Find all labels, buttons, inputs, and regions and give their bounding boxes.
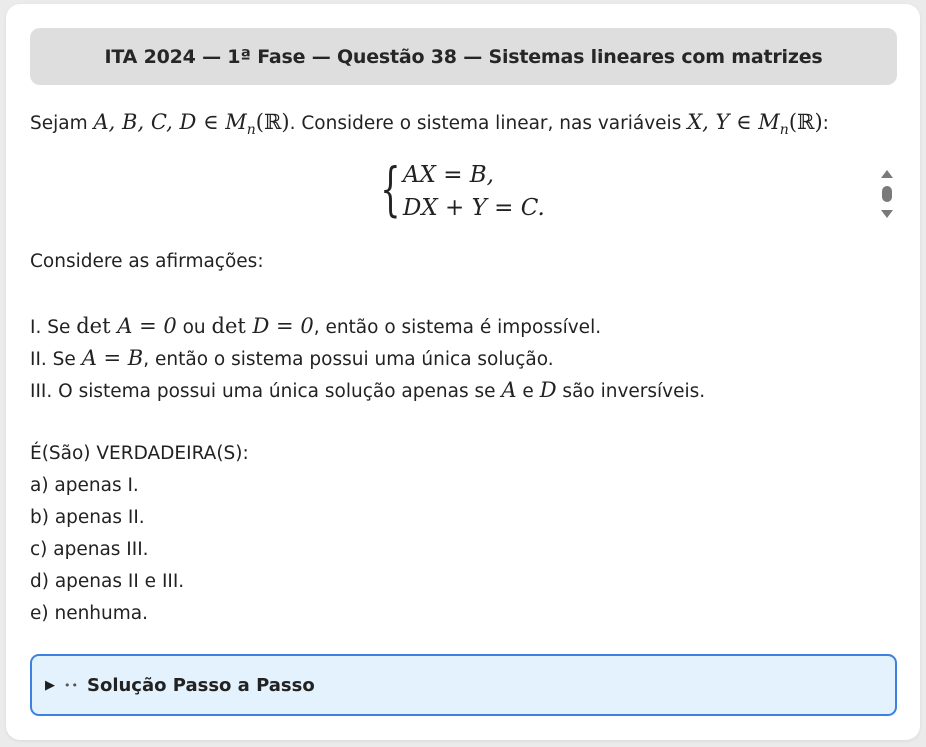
intro-math-1-main: A, B, C, D ∈ M [93,110,247,134]
scroll-down-icon[interactable] [881,210,893,218]
system-equation-2: DX + Y = C. [402,195,545,221]
statement-1-math-1: A = 0 [117,314,177,338]
statement-2 [30,346,554,372]
consider-text: Considere as afirmações: [30,251,264,272]
disclosure-triangle-icon[interactable]: ▶ [45,677,55,693]
question-card [6,4,920,740]
option-d: d) apenas II e III. [30,571,185,592]
intro-paragraph [30,110,829,142]
statement-1-text-2: ou [176,317,212,338]
scroll-thumb[interactable] [882,186,892,202]
scroll-control-graphic[interactable] [879,168,895,220]
statement-3-text-2: e [516,381,540,402]
statement-1-text-3: , então o sistema é impossível. [313,317,602,338]
intro-math-1-set: (ℝ) [255,110,290,134]
intro-math-2-set: (ℝ) [788,110,823,134]
intro-math-2 [687,110,823,139]
intro-math-2-sub: n [779,122,789,139]
system-equation-1: AX = B, [402,162,494,188]
option-b: b) apenas II. [30,507,145,528]
statement-3 [30,378,705,404]
statement-2-text-1: II. Se [30,349,82,370]
statement-1-det-1: det [76,314,118,338]
statement-1-math-2: D = 0 [252,314,314,338]
scroll-control[interactable] [879,168,895,220]
page-title: ITA 2024 — 1ª Fase — Questão 38 — Sistemas lineares com matrizes [104,45,823,68]
intro-math-1 [93,110,290,139]
intro-text-2: . Considere o sistema linear, nas variáveis [289,113,688,134]
option-a: a) apenas I. [30,475,139,496]
linear-system [372,156,545,228]
statement-2-math-1: A = B [81,346,144,370]
statement-3-text-3: são inversíveis. [556,381,706,402]
system-equations [403,159,545,225]
statement-2-text-2: , então o sistema possui uma única solução. [143,349,554,370]
question-prompt: É(São) VERDADEIRA(S): [30,443,249,464]
eyes-icon: •• [64,678,79,692]
statement-1-det-2: det [211,314,253,338]
statement-3-text-1: III. O sistema possui uma única solução apenas se [30,381,502,402]
intro-text-1: Sejam [30,113,94,134]
solution-toggle[interactable] [30,654,897,716]
title-bar [30,28,897,85]
statement-3-math-2: D [539,378,557,402]
option-e: e) nenhuma. [30,603,149,624]
statement-1-text-1: I. Se [30,317,77,338]
intro-text-3: : [822,113,829,134]
intro-math-1-sub: n [246,122,256,139]
statement-3-math-1: A [501,378,517,402]
system-brace: { [380,155,401,223]
solution-label[interactable]: Solução Passo a Passo [86,674,315,696]
statement-1 [30,314,601,340]
option-c: c) apenas III. [30,539,149,560]
intro-math-2-main: X, Y ∈ M [687,110,780,134]
scroll-up-icon[interactable] [881,170,893,178]
